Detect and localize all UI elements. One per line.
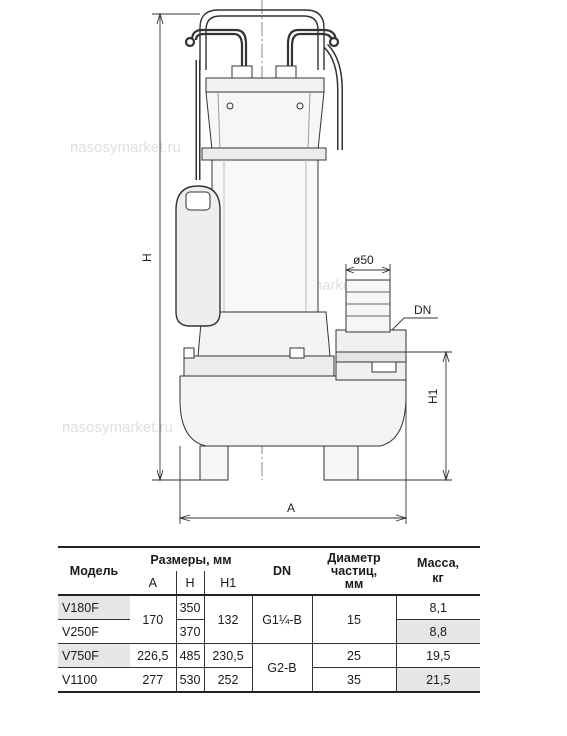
col-dn-header: DN	[252, 547, 312, 595]
cell-a: 226,5	[130, 644, 176, 668]
cell-mass: 19,5	[396, 644, 480, 668]
cell-particle: 35	[312, 668, 396, 693]
cell-mass: 8,8	[396, 620, 480, 644]
label-a: A	[287, 501, 296, 515]
dn-leader	[392, 318, 438, 330]
table-row	[58, 595, 480, 620]
col-particle-header	[312, 547, 396, 595]
pump-volute	[180, 376, 406, 446]
upper-flange	[202, 148, 326, 160]
power-cable	[326, 46, 340, 150]
spec-table	[58, 546, 480, 693]
label-h1: H1	[426, 388, 440, 404]
cell-particle: 25	[312, 644, 396, 668]
motor-cap	[206, 78, 324, 92]
col-dimensions-header: Размеры, мм	[130, 547, 252, 571]
cell-model: V750F	[58, 644, 130, 668]
table-row	[58, 644, 480, 668]
cell-mass: 8,1	[396, 595, 480, 620]
particle-header-line1: Диаметр	[327, 550, 381, 565]
cell-dn: G1¼-B	[252, 595, 312, 644]
watermark-top: nasosymarket.ru	[70, 139, 181, 156]
watermark-low: nasosymarket.ru	[62, 419, 173, 436]
cell-h1: 132	[204, 595, 252, 644]
cell-model: V180F	[58, 595, 130, 620]
cell-particle: 15	[312, 595, 396, 644]
col-h-header: H	[176, 571, 204, 595]
label-outlet-diameter: ø50	[353, 253, 374, 267]
mass-header-line1: Масса,	[417, 556, 459, 570]
cell-dn: G2-B	[252, 644, 312, 693]
col-model-header: Модель	[58, 547, 130, 595]
cell-a: 170	[130, 595, 176, 644]
cell-model: V1100	[58, 668, 130, 693]
cell-h: 350	[176, 595, 204, 620]
cell-a: 277	[130, 668, 176, 693]
foot-right	[324, 446, 358, 480]
header-row-1	[58, 547, 480, 571]
foot-left	[200, 446, 228, 480]
label-dn: DN	[414, 303, 432, 317]
cell-h: 370	[176, 620, 204, 644]
lower-flange	[184, 356, 334, 376]
mass-header-line2: кг	[432, 571, 444, 585]
cell-mass: 21,5	[396, 668, 480, 693]
motor-body	[212, 160, 318, 312]
col-a-header: A	[130, 571, 176, 595]
col-mass-header	[396, 547, 480, 595]
cell-h: 530	[176, 668, 204, 693]
particle-header-line2: частиц,	[330, 563, 378, 578]
outlet-nozzle	[346, 280, 390, 332]
upper-housing	[206, 92, 324, 150]
cell-h: 485	[176, 644, 204, 668]
col-h1-header: H1	[204, 571, 252, 595]
label-h: H	[140, 253, 154, 262]
cell-h1: 252	[204, 668, 252, 693]
particle-header-line3: мм	[344, 576, 364, 591]
cell-h1: 230,5	[204, 644, 252, 668]
cell-model: V250F	[58, 620, 130, 644]
